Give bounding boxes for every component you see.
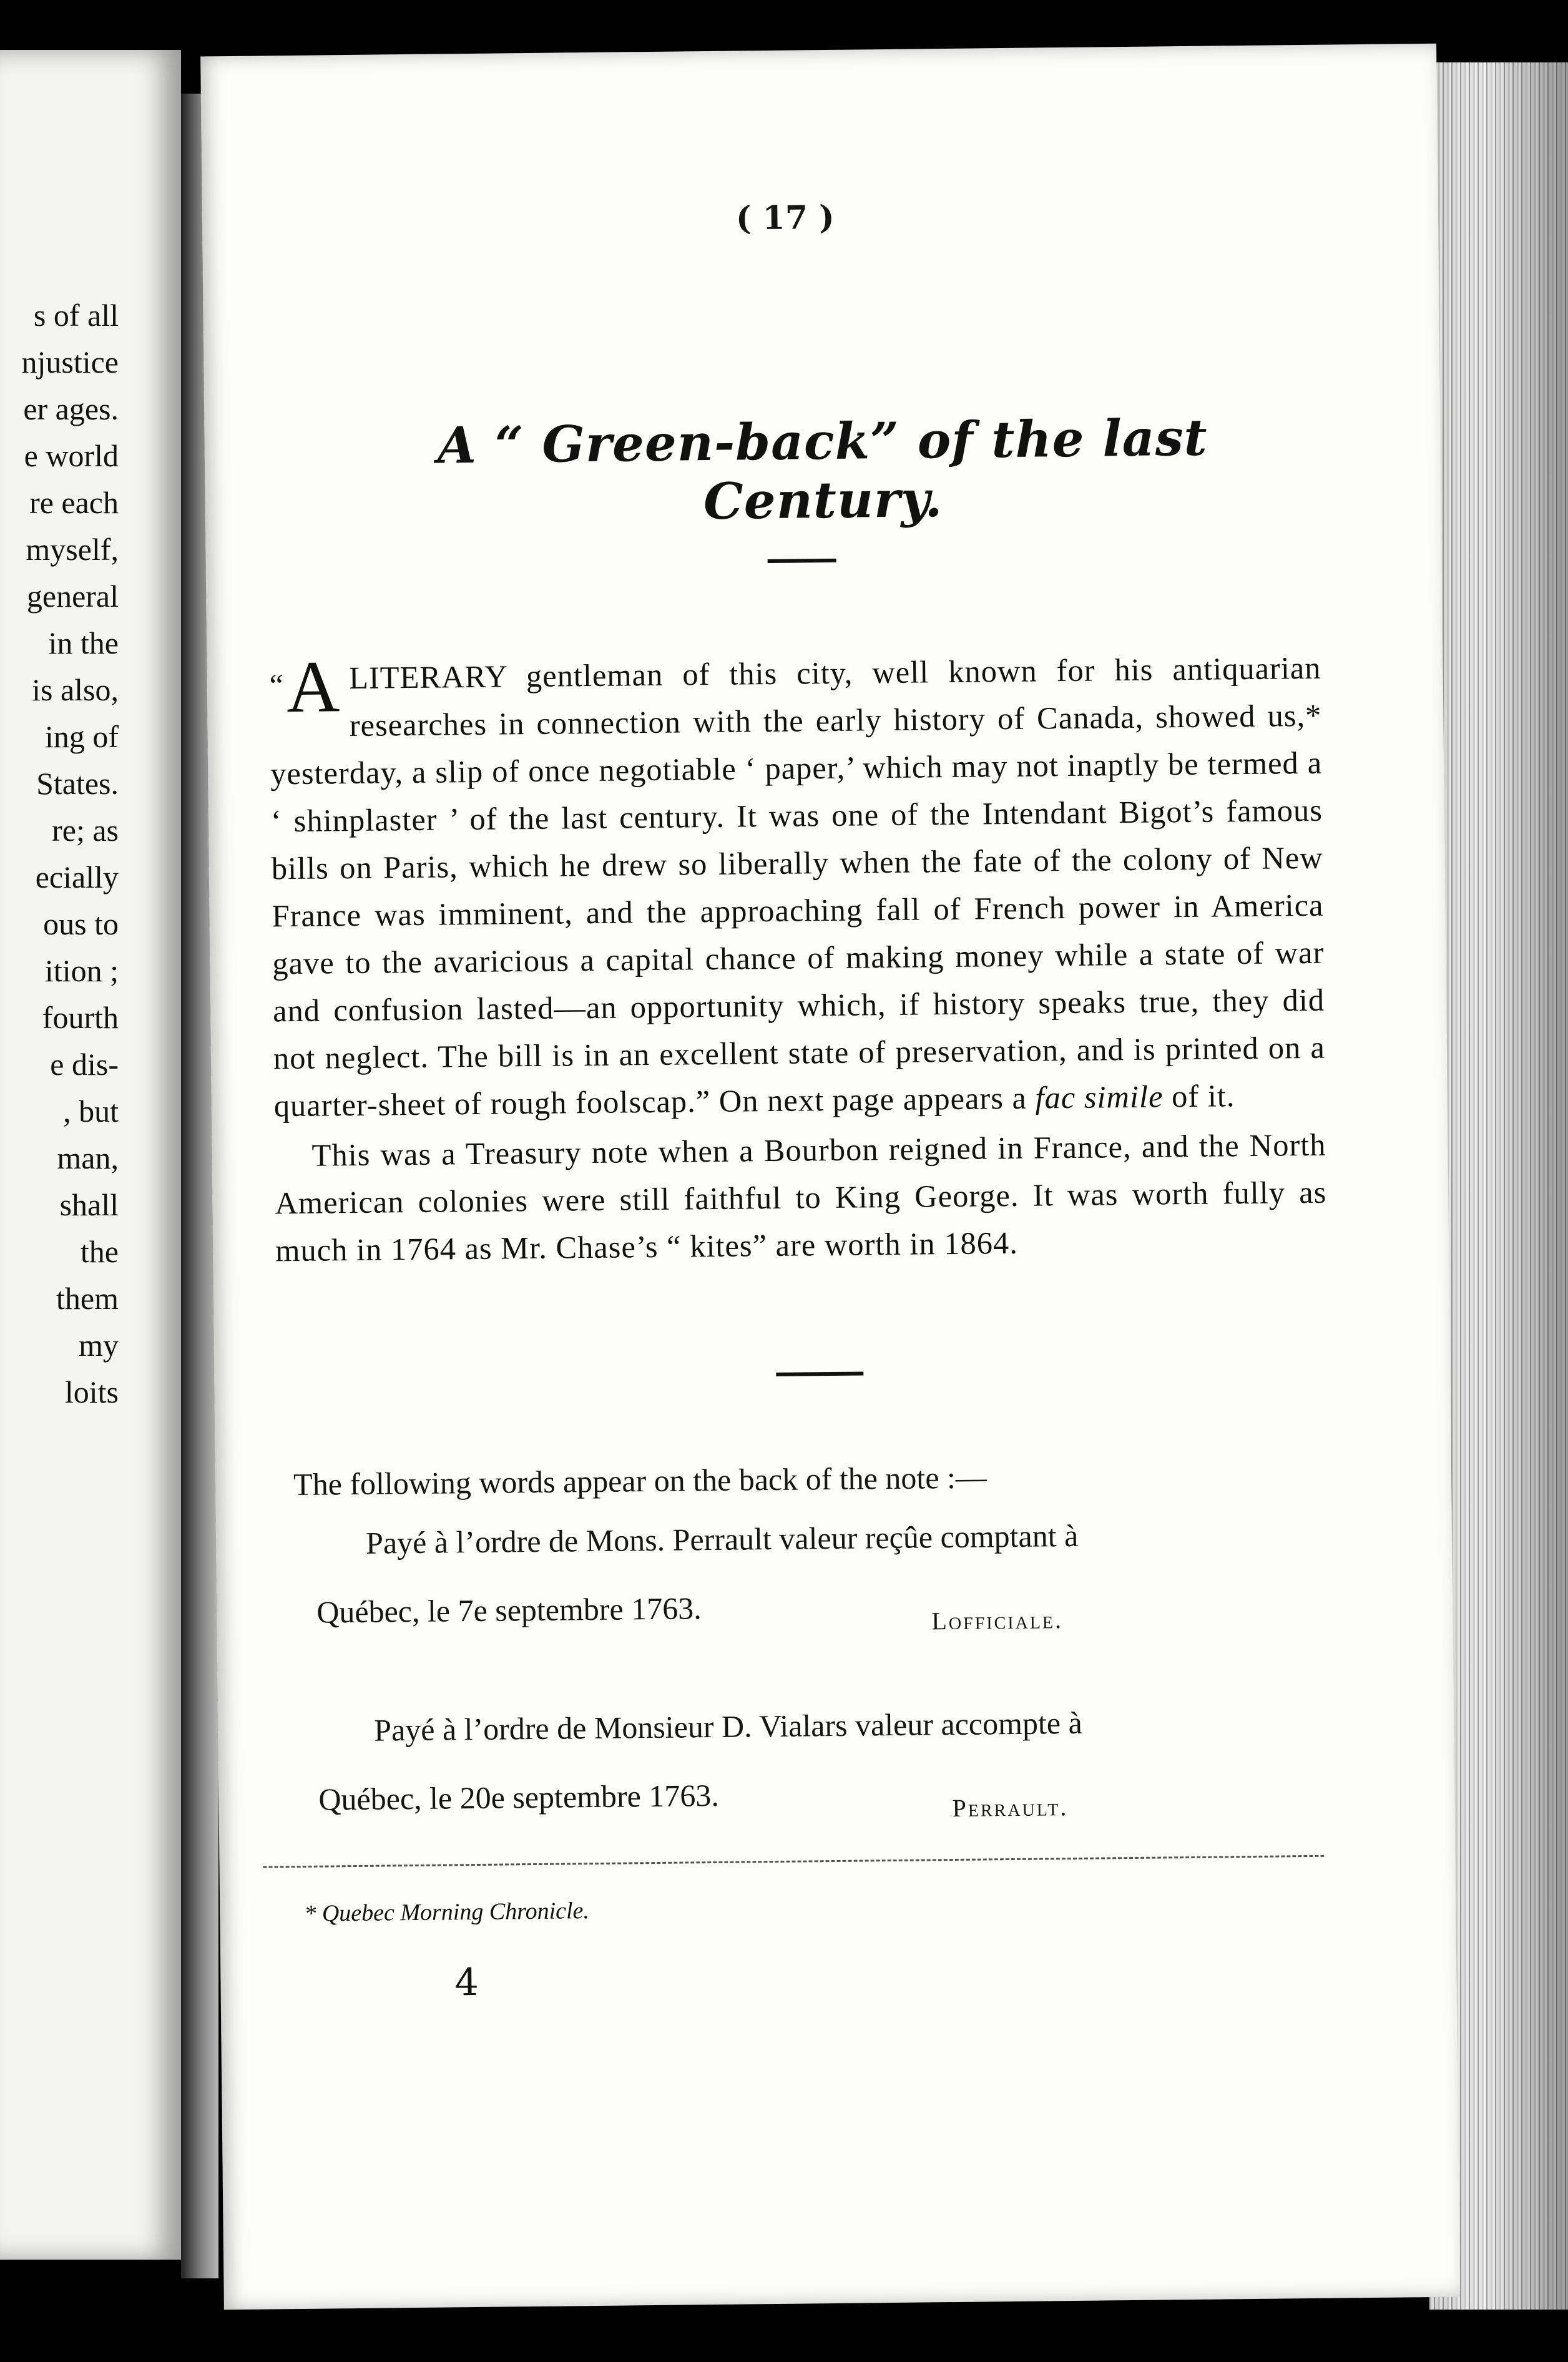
section-rule (776, 1371, 863, 1376)
left-page-line: ecially (35, 860, 119, 894)
main-page (200, 44, 1460, 2310)
paragraph-1-text: LITERARY gentleman of this city, well known for his antiquarian researches in connection with the early history of Canada, showed us,* yesterday, a slip of once negotiable ‘ paper,’ which may not inaptly be termed a ‘ shinplaster ’ of the last century. It was one of the Intendant Bigot’s famous bills on Paris, which he drew so liberally when the fate of the colony of New France was imminent, and the approaching fall of French power in America gave to the avaricious a capital chance of making money while a state of war and confusion lasted—an opportunity which, if history speaks true, they did not neglect. The bill is in an excellent state of preservation, and is printed on a quarter-sheet of rough foolscap.” On next page appears a (270, 650, 1326, 1124)
left-page-line: them (56, 1281, 119, 1316)
left-page-line: in the (48, 625, 119, 660)
back-intro: The following words appear on the back of the note :— (293, 1459, 987, 1502)
left-page-line: man, (57, 1140, 119, 1175)
left-page-line: ous to (43, 906, 119, 941)
endorsement-1-line-1: Payé à l’ordre de Mons. Perrault valeur reçûe comptant à (365, 1517, 1079, 1561)
left-page-line: general (26, 579, 119, 614)
left-page-line: s of all (33, 298, 119, 333)
left-page-line: is also, (32, 672, 119, 707)
title-rule (768, 559, 836, 563)
left-page-line: States. (36, 766, 119, 801)
endorsement-2-line-2: Québec, le 20e septembre 1763. (318, 1777, 720, 1817)
left-page-line: , but (63, 1094, 119, 1129)
footnote: * Quebec Morning Chronicle. (304, 1898, 590, 1927)
drop-cap: A (286, 645, 341, 728)
footnote-rule (263, 1855, 1325, 1868)
page-number: ( 17 ) (735, 198, 835, 238)
article-body (269, 644, 1327, 1275)
page-title: A “ Green-back” of the last Century. (437, 408, 1208, 531)
paragraph-2: This was a Treasury note when a Bourbon reigned in France, and the North American colonies were still faithful to King George. It was worth fully as much in 1764 as Mr. Chase’s “ kites” are worth in 1864. (275, 1127, 1327, 1268)
left-page-line: ing of (44, 719, 119, 754)
endorsement-2-line-1: Payé à l’ordre de Monsieur D. Vialars valeur accompte à (373, 1705, 1083, 1748)
endorsement-2-signature: Perrault. (952, 1793, 1069, 1823)
left-page-line: myself, (26, 532, 119, 567)
signature-mark: 4 (454, 1960, 479, 2005)
left-page-line: the (80, 1234, 119, 1269)
left-page-line: e dis- (50, 1047, 119, 1082)
endorsement-1-line-2: Québec, le 7e septembre 1763. (316, 1590, 702, 1630)
left-page-line: ition ; (44, 953, 119, 988)
note-back-section (293, 1456, 1292, 1823)
left-page-line: shall (59, 1187, 119, 1222)
opening-quote: “ (269, 667, 285, 703)
left-page-line: e world (24, 438, 119, 473)
paragraph-1-end: of it. (1163, 1078, 1235, 1114)
left-page-line: re each (29, 485, 119, 520)
left-page-line: re; as (52, 813, 119, 848)
left-page-line: njustice (21, 345, 119, 380)
left-page-line: loits (64, 1375, 119, 1409)
endorsement-1-signature: Lofficiale. (931, 1605, 1064, 1635)
left-facing-page (0, 50, 181, 2260)
left-page-line: fourth (42, 1000, 119, 1035)
paragraph-1 (269, 644, 1326, 1130)
left-page-line: my (79, 1328, 119, 1363)
fac-simile-phrase: fac simile (1035, 1079, 1164, 1115)
left-page-line: er ages. (23, 391, 119, 426)
